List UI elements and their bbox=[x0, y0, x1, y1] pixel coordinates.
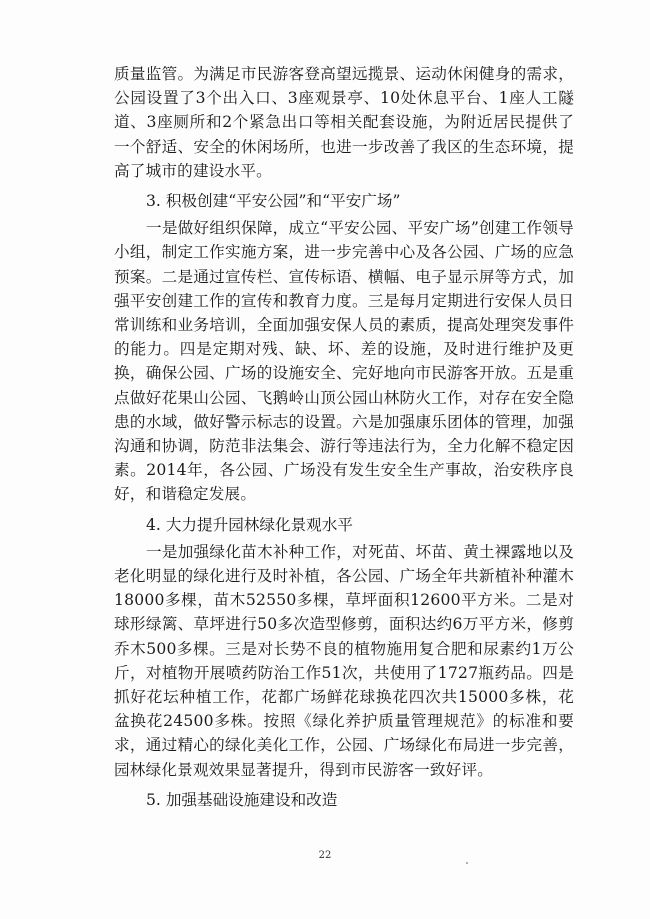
section-heading-safe-park: 3. 积极创建“平安公园”和“平安广场” bbox=[146, 192, 401, 211]
scan-speck bbox=[466, 862, 468, 864]
section-heading-greening: 4. 大力提升园林绿化景观水平 bbox=[146, 515, 353, 534]
section-heading-infrastructure: 5. 加强基础设施建设和改造 bbox=[146, 790, 338, 809]
page-number: 22 bbox=[318, 850, 332, 861]
paragraph-greening: 一是加强绿化苗木补种工作，对死苗、坏苗、黄土裸露地以及老化明显的绿化进行及时补植，各公园、广场全年共新植补种灌木18000多棵，苗木52550多棵，草坪面积12600平方米。二是对球形绿篱、草坪进行50多次造型修剪，面积达约6万平方米，修剪乔木500多棵。三是对长势不良的植物施用复合肥和尿素约1万公斤，对植物开展喷药防治工作51次，共使用了1727瓶药品。四是抓好花坛种植工作，花都广场鲜花球换花四次共15000多株，花盆换花24500多株。按照《绿化养护质量管理规范》的标准和要求，通过精心的绿化美化工作，公园、广场绿化布局进一步完善，园林绿化景观效果显著提升，得到市民游客一致好评。 bbox=[114, 542, 574, 779]
document-body bbox=[114, 62, 574, 815]
paragraph-safe-park: 一是做好组织保障，成立“平安公园、平安广场”创建工作领导小组，制定工作实施方案，进一步完善中心及各公园、广场的应急预案。二是通过宣传栏、宣传标语、横幅、电子显示屏等方式，加强平安创建工作的宣传和教育力度。三是每月定期进行安保人员日常训练和业务培训，全面加强安保人员的素质，提高处理突发事件的能力。四是定期对残、缺、坏、差的设施，及时进行维护及更换，确保公园、广场的设施安全、完好地向市民游客开放。五是重点做好花果山公园、飞鹅岭山顶公园山林防火工作，对存在安全隐患的水域，做好警示标志的设置。六是加强康乐团体的管理，加强沟通和协调，防范非法集会、游行等违法行为，全力化解不稳定因素。2014年，各公园、广场没有发生安全生产事故，治安秩序良好，和谐稳定发展。 bbox=[114, 219, 574, 504]
paragraph-facilities: 质量监管。为满足市民游客登高望远揽景、运动休闲健身的需求，公园设置了3个出入口、3座观景亭、10处休息平台、1座人工隧道、3座厕所和2个紧急出口等相关配套设施，为附近居民提供了一个舒适、安全的休闲场所，也进一步改善了我区的生态环境，提高了城市的建设水平。 bbox=[114, 65, 574, 180]
